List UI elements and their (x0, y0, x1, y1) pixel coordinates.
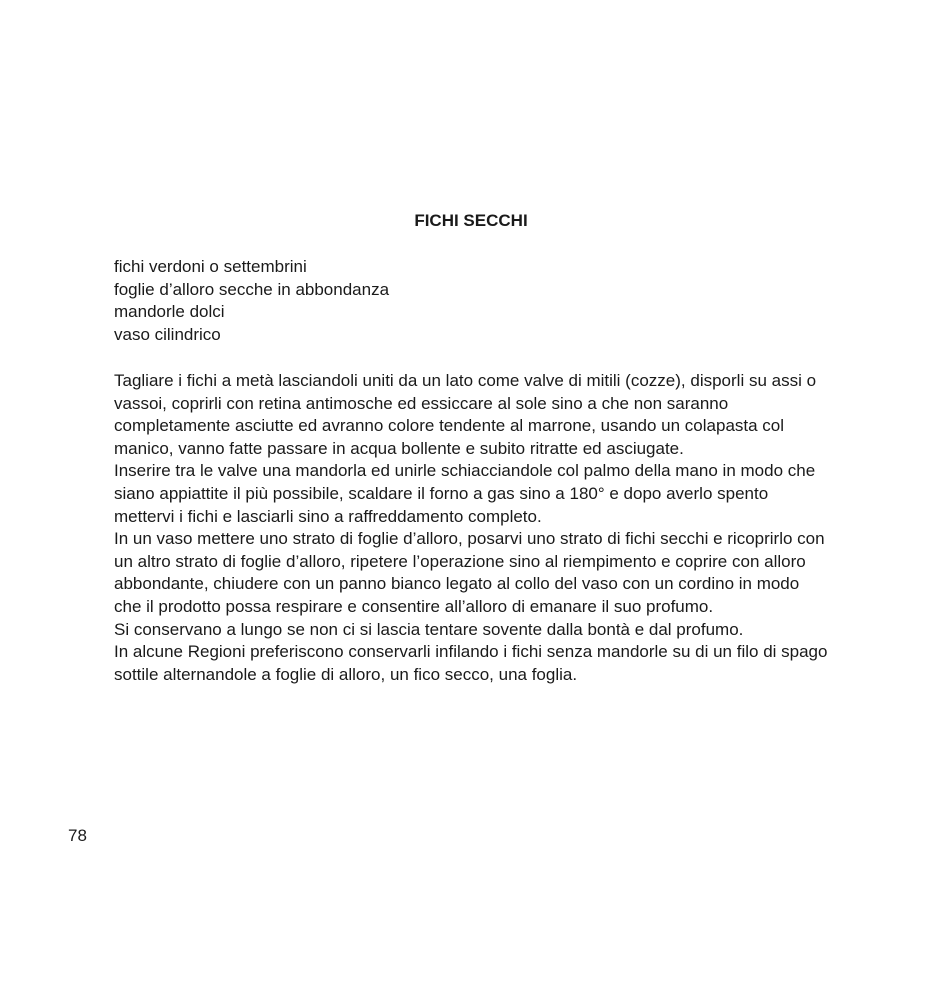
ingredient-item: fichi verdoni o settembrini (114, 257, 307, 276)
ingredient-item: vaso cilindrico (114, 324, 221, 344)
instruction-paragraph: Si conservano a lungo se non ci si lascia tentare sovente dalla bontà e dal profumo. (114, 619, 744, 639)
recipe-instructions (114, 370, 829, 686)
page-number: 78 (68, 826, 87, 845)
ingredient-list (114, 256, 834, 346)
instruction-paragraph: Tagliare i fichi a metà lasciandoli uniti da un lato come valve di mitili (cozze), disporli su assi o vassoi, coprirli con retina antimosche ed essiccare al sole sino a che non saranno completamente asciutte ed avranno colore tendente al marrone, usando un colapasta col manico, vanno fatte passare in acqua bollente e subito ritratte ed asciugate. (114, 371, 817, 458)
ingredient-item: mandorle dolci (114, 302, 225, 322)
instruction-paragraph: Inserire tra le valve una mandorla ed unirle schiacciandole col palmo della mano in modo che siano appiattite il più possibile, scaldare il forno a gas sino a 180° e dopo averlo spento mettervi i fichi e lasciarli sino a raffreddamento completo. (114, 461, 816, 526)
ingredient-item: foglie d’alloro secche in abbondanza (114, 279, 390, 299)
instruction-paragraph: In un vaso mettere uno strato di foglie d’alloro, posarvi uno strato di fichi secchi e ricoprirlo con un altro strato di foglie d’alloro, ripetere l’operazione sino al riempimento e coprire con alloro abbondante, chiudere con un panno bianco legato al collo del vaso con un cordino in modo che il prodotto possa respirare e consentire all’alloro di emanare il suo profumo. (114, 529, 825, 616)
instruction-paragraph: In alcune Regioni preferiscono conservarli infilando i fichi senza mandorle su di un filo di spago sottile alternandole a foglie di alloro, un fico secco, una foglia. (114, 642, 828, 684)
recipe-title: FICHI SECCHI (414, 211, 528, 230)
